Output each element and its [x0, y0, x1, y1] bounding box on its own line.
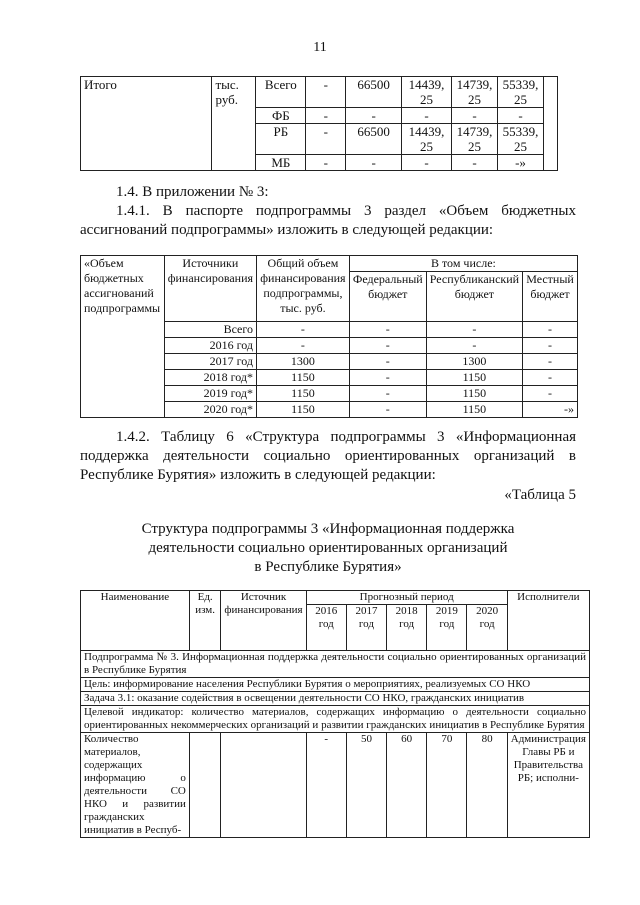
- itogo-cell: 14439, 25: [402, 77, 452, 108]
- goal-row: Цель: информирование населения Республики Бурятия о мероприятиях, реализуемых СО НКО: [81, 678, 590, 692]
- budget-cell: -: [349, 402, 426, 418]
- budget-cell: 1300: [257, 354, 350, 370]
- budget-cell: -: [257, 338, 350, 354]
- itogo-cell: 14739, 25: [452, 77, 498, 108]
- itogo-cell: -: [402, 155, 452, 171]
- itogo-cell: -: [452, 108, 498, 124]
- structure-heading-forecast: Прогнозный период: [306, 591, 507, 605]
- budget-heading-source: Источники финансирования: [164, 256, 256, 322]
- structure-year: 2017 год: [346, 605, 386, 651]
- budget-cell: -: [349, 386, 426, 402]
- itogo-cell: -: [306, 124, 346, 155]
- itogo-cell: -: [306, 77, 346, 108]
- indicator-row: Целевой индикатор: количество материалов, содержащих информацию о деятельности социально ориентированных некоммерческих организаций и развитии гражданских инициатив в Республике Бурятия: [81, 706, 590, 733]
- budget-cell: -: [349, 354, 426, 370]
- itogo-label: Итого: [81, 77, 212, 171]
- itogo-cell: -»: [498, 155, 544, 171]
- budget-cell: -: [349, 322, 426, 338]
- budget-cell: -: [349, 370, 426, 386]
- structure-heading-exec: Исполнители: [507, 591, 589, 651]
- structure-table: [80, 590, 590, 838]
- budget-cell: 1150: [426, 386, 522, 402]
- indicator-source: [221, 733, 306, 838]
- budget-heading-total: Общий объем финансирования подпрограммы, тыс. руб.: [257, 256, 350, 322]
- budget-cell: -: [523, 386, 578, 402]
- budget-cell: -»: [523, 402, 578, 418]
- structure-year: 2018 год: [387, 605, 427, 651]
- structure-heading-unit: Ед. изм.: [189, 591, 221, 651]
- budget-cell: -: [523, 354, 578, 370]
- budget-cell: 1300: [426, 354, 522, 370]
- itogo-spacer: [543, 77, 557, 171]
- budget-table: [80, 255, 578, 418]
- itogo-cell: -: [402, 108, 452, 124]
- structure-title-line: Структура подпрограммы 3 «Информационная поддержка: [141, 521, 515, 537]
- indicator-value: 60: [387, 733, 427, 838]
- budget-cell: 1150: [426, 402, 522, 418]
- structure-title-line: деятельности социально ориентированных организаций: [148, 540, 508, 556]
- itogo-cell: 55339, 25: [498, 124, 544, 155]
- budget-heading-including: В том числе:: [349, 256, 577, 272]
- budget-cell: -: [349, 338, 426, 354]
- budget-cell: -: [426, 322, 522, 338]
- budget-year: 2017 год: [164, 354, 256, 370]
- budget-heading-rep: Республиканский бюджет: [426, 272, 522, 322]
- itogo-cell: -: [306, 108, 346, 124]
- budget-year: 2020 год*: [164, 402, 256, 418]
- section-1-4-1: 1.4.1. В паспорте подпрограммы 3 раздел «Объем бюджетных ассигнований подпрограммы» изложить в следующей редакции:: [80, 203, 576, 238]
- indicator-value: 70: [427, 733, 467, 838]
- structure-title-line: в Республике Бурятия»: [254, 559, 402, 575]
- itogo-src: РБ: [256, 124, 306, 155]
- itogo-cell: 66500: [346, 124, 402, 155]
- itogo-cell: -: [346, 155, 402, 171]
- indicator-value: -: [306, 733, 346, 838]
- structure-title: [80, 520, 576, 577]
- budget-cell: -: [257, 322, 350, 338]
- budget-year: Всего: [164, 322, 256, 338]
- itogo-unit: тыс. руб.: [212, 77, 256, 171]
- structure-heading-source: Источник финансирования: [221, 591, 306, 651]
- indicator-name: Количество материалов, содержащих информацию о деятельности СО НКО и развитии гражданских инициатив в Респуб-: [81, 733, 190, 838]
- itogo-src: ФБ: [256, 108, 306, 124]
- itogo-cell: 55339, 25: [498, 77, 544, 108]
- structure-year: 2016 год: [306, 605, 346, 651]
- itogo-cell: 14439, 25: [402, 124, 452, 155]
- budget-year: 2019 год*: [164, 386, 256, 402]
- task-row: Задача 3.1: оказание содействия в освещении деятельности СО НКО, гражданских инициатив: [81, 692, 590, 706]
- budget-cell: -: [523, 322, 578, 338]
- itogo-cell: 14739, 25: [452, 124, 498, 155]
- budget-year: 2018 год*: [164, 370, 256, 386]
- budget-cell: 1150: [426, 370, 522, 386]
- budget-cell: -: [523, 370, 578, 386]
- itogo-cell: -: [452, 155, 498, 171]
- structure-year: 2020 год: [467, 605, 507, 651]
- section-1-4-2: 1.4.2. Таблицу 6 «Структура подпрограммы 3 «Информационная поддержка деятельности социально ориентированных организаций в Республике Бурятия» изложить в следующей редакции:: [80, 429, 576, 483]
- section-1-4: 1.4. В приложении № 3:: [116, 184, 269, 200]
- budget-heading-loc: Местный бюджет: [523, 272, 578, 322]
- budget-cell: -: [523, 338, 578, 354]
- itogo-cell: -: [498, 108, 544, 124]
- page-number: 11: [313, 40, 327, 55]
- table-reference: «Таблица 5: [504, 487, 576, 503]
- indicator-value: 80: [467, 733, 507, 838]
- itogo-src: Всего: [256, 77, 306, 108]
- budget-cell: 1150: [257, 370, 350, 386]
- indicator-unit: [189, 733, 221, 838]
- structure-year: 2019 год: [427, 605, 467, 651]
- itogo-src: МБ: [256, 155, 306, 171]
- structure-heading-name: Наименование: [81, 591, 190, 651]
- budget-cell: -: [426, 338, 522, 354]
- itogo-cell: 66500: [346, 77, 402, 108]
- itogo-cell: -: [346, 108, 402, 124]
- budget-heading-fed: Федеральный бюджет: [349, 272, 426, 322]
- itogo-cell: -: [306, 155, 346, 171]
- indicator-exec: Администрация Главы РБ и Правительства РБ; исполни-: [507, 733, 589, 838]
- budget-year: 2016 год: [164, 338, 256, 354]
- subprogram-row: Подпрограмма № 3. Информационная поддержка деятельности социально ориентированных организаций в Республике Бурятия: [81, 651, 590, 678]
- indicator-value: 50: [346, 733, 386, 838]
- itogo-table: [80, 76, 558, 171]
- budget-heading-name: «Объем бюджетных ассигнований подпрограммы: [81, 256, 165, 418]
- budget-cell: 1150: [257, 402, 350, 418]
- budget-cell: 1150: [257, 386, 350, 402]
